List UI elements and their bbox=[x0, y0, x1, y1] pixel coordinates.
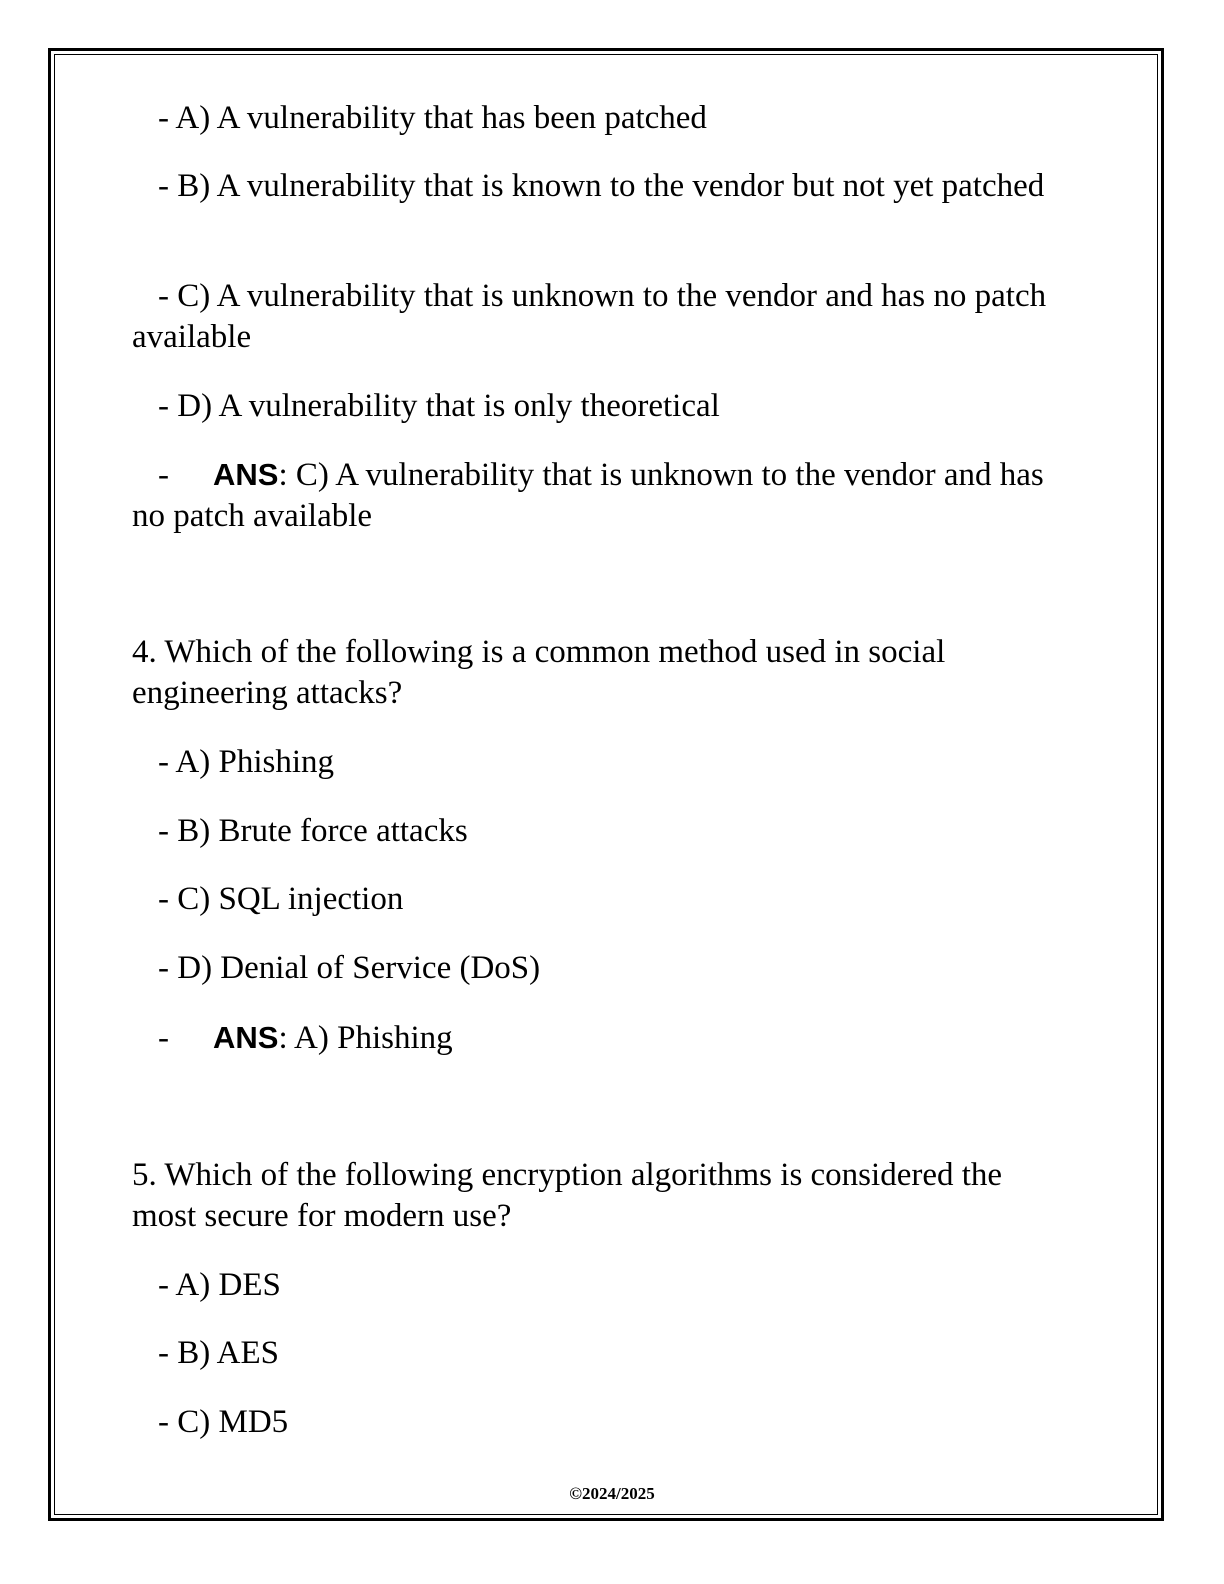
q3-option-c: - C) A vulnerability that is unknown to the vendor and has no patch available bbox=[132, 278, 1047, 355]
q3-option-a: - A) A vulnerability that has been patched bbox=[158, 100, 707, 136]
q5-option-b: - B) AES bbox=[158, 1335, 280, 1371]
q3-option-b: - B) A vulnerability that is known to the vendor but not yet patched bbox=[158, 168, 1045, 204]
answer-label: ANS bbox=[213, 457, 279, 492]
q4-option-d: - D) Denial of Service (DoS) bbox=[158, 950, 541, 986]
q4-answer bbox=[132, 1017, 1067, 1059]
answer-dash: - bbox=[158, 457, 169, 493]
q5-option-c: - C) MD5 bbox=[158, 1404, 289, 1440]
q4-option-b: - B) Brute force attacks bbox=[158, 813, 468, 849]
answer-text: : C) A vulnerability that is unknown to the vendor and has no patch available bbox=[132, 457, 1044, 534]
answer-dash: - bbox=[158, 1020, 169, 1056]
q4-option-c: - C) SQL injection bbox=[158, 881, 404, 917]
q4-option-a: - A) Phishing bbox=[158, 744, 335, 780]
answer-text: : A) Phishing bbox=[278, 1020, 453, 1056]
answer-label: ANS bbox=[213, 1020, 279, 1055]
q5-question: 5. Which of the following encryption algorithms is considered the most secure for modern use? bbox=[132, 1157, 1003, 1234]
page-footer-copyright: ©2024/2025 bbox=[569, 1484, 655, 1503]
q3-answer bbox=[132, 454, 1067, 537]
q4-question: 4. Which of the following is a common method used in social engineering attacks? bbox=[132, 634, 946, 711]
q3-option-d: - D) A vulnerability that is only theoretical bbox=[158, 388, 720, 424]
q5-option-a: - A) DES bbox=[158, 1267, 281, 1303]
